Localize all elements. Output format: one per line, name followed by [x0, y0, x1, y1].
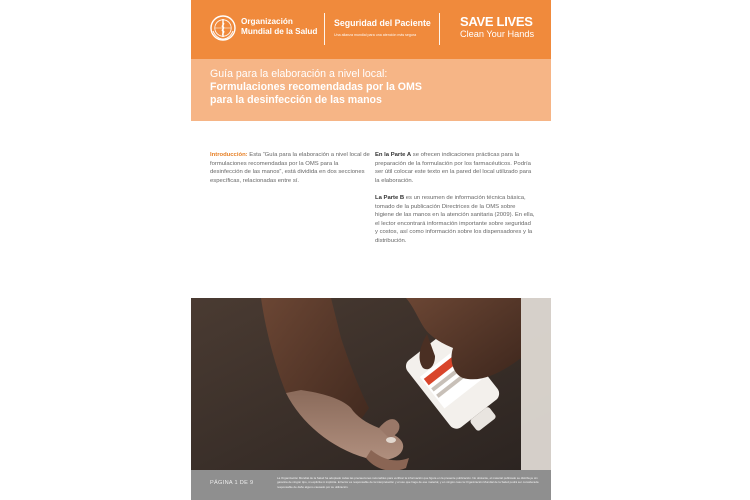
part-a-paragraph [375, 151, 535, 185]
page-footer [191, 470, 551, 500]
who-emblem-icon [210, 15, 236, 41]
intro-paragraph [210, 151, 370, 185]
parts-column [375, 151, 535, 254]
intro-lead: Introducción: [210, 152, 248, 158]
document-title-line-2: Formulaciones recomendadas por la OMS [210, 81, 422, 93]
organization-name: Organización Mundial de la Salud [241, 17, 318, 36]
part-b-text: es un resumen de información técnica básica, tomado de la publicación Directrices de la OMS sobre higiene de las manos en la atención sanitaria (2009). En ella, el lector encontrará información importante sobre seguridad y costos, así como información sobre los dispensadores y la distribución. [375, 194, 535, 244]
document-title-line-1: Guía para la elaboración a nivel local: [210, 68, 388, 80]
document-title-line-3: para la desinfección de las manos [210, 94, 382, 106]
patient-safety-subtitle: Una alianza mundial para una atención más segura [334, 33, 417, 37]
page-number: PÁGINA 1 DE 9 [210, 480, 254, 486]
part-b-lead: La Parte B [375, 194, 405, 201]
patient-safety-title: Seguridad del Paciente [334, 18, 431, 28]
part-a-text: se ofrecen indicaciones prácticas para la preparación de la formulación por los farmacéuticos. Podría ser útil colocar este texto en la pared del local utilizado para la elaboración. [375, 152, 532, 184]
hand-rub-photo [191, 298, 551, 476]
legal-disclaimer: La Organización Mundial de la Salud ha adoptado todas las precauciones razonables para verificar la información que figura en la presente publicación. No obstante, el material publicado se distribuye sin garantía de ningún tipo, ni explícita ni implícita. El lector es responsable de la interpretación y el uso que haga de ese material, y en ningún caso la Organización Mundial de la Salud podrá ser considerada responsable de daño alguno causado por su utilización. [277, 476, 539, 489]
header-bar [191, 0, 551, 59]
intro-text: Esta “Guía para la elaboración a nivel local de formulaciones recomendadas por la OMS para la desinfección de las manos”, está dividida en dos secciones específicas, relacionadas entre sí. [210, 152, 370, 184]
intro-column [210, 151, 370, 194]
part-b-paragraph [375, 194, 535, 246]
header-divider [324, 13, 325, 45]
part-a-lead: En la Parte A [375, 152, 412, 158]
campaign-title: SAVE LIVES [460, 14, 533, 29]
header-divider [439, 13, 440, 45]
title-banner [191, 59, 551, 121]
document-page [191, 0, 551, 500]
campaign-subtitle: Clean Your Hands [460, 29, 535, 39]
